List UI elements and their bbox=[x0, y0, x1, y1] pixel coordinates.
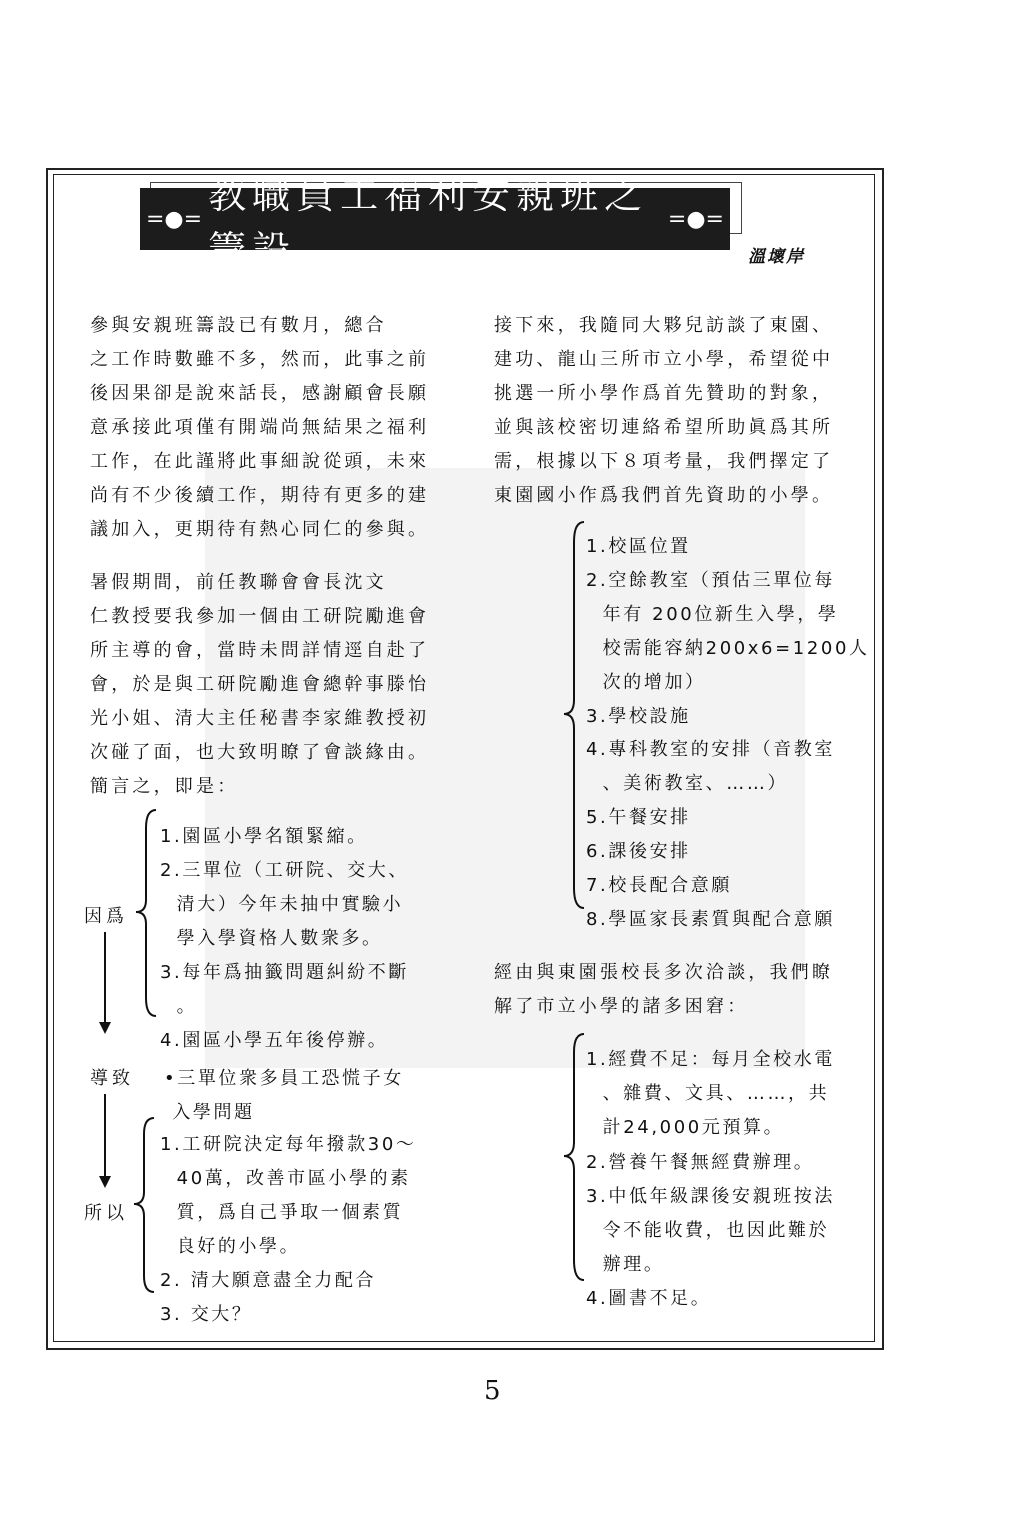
considerations-brace bbox=[568, 520, 588, 910]
result-label: 導致 bbox=[90, 1068, 134, 1089]
title-decoration-right: =●= bbox=[667, 206, 724, 232]
so-label: 所以 bbox=[84, 1203, 128, 1224]
difficulty-line: 2.營養午餐無經費辦理。 bbox=[586, 1151, 815, 1173]
left-paragraph-2: 暑假期間，前任教聯會會長沈文 仁教授要我參加一個由工研院勵進會 所主導的會，當時未問詳情逕自赴了 會，於是與工研院勵進會總幹事滕怡 光小姐、清大主任秘書李家維教授初 次碰了面，也大致明瞭了會談緣由。 簡言之，即是： bbox=[90, 572, 430, 797]
difficulty-line: 3.中低年級課後安親班按法 bbox=[586, 1185, 835, 1207]
consideration-line: 次的增加） bbox=[586, 671, 706, 693]
page-number: 5 bbox=[484, 1376, 501, 1406]
reason-line: 3.每年爲抽籤問題糾紛不斷 bbox=[160, 962, 409, 983]
arrow-head-1 bbox=[99, 1022, 111, 1034]
result-line: •三單位衆多員工恐慌子女 bbox=[164, 1068, 404, 1089]
so-item-line: 2. 清大願意盡全力配合 bbox=[160, 1270, 377, 1291]
article-title: 教職員工福利安親班之籌設 bbox=[208, 173, 649, 272]
reasons-brace bbox=[140, 808, 160, 1018]
difficulty-line: 辦理。 bbox=[586, 1254, 665, 1276]
consideration-line: 、美術教室、……） bbox=[586, 773, 789, 795]
difficulties-brace bbox=[568, 1032, 588, 1282]
left-paragraph-1: 參與安親班籌設已有數月，總合 之工作時數雖不多，然而，此事之前 後因果卻是說來話長，感謝顧會長願 意承接此項僅有開端尚無結果之福利 工作，在此謹將此事細說從頭，未來 尚有不少後續工作，期待有更多的建 議加入，更期待有熱心同仁的參與。 bbox=[90, 315, 430, 540]
reason-line: 2.三單位（工研院、交大、 bbox=[160, 860, 409, 881]
difficulty-line: 計24,000元預算。 bbox=[586, 1117, 785, 1139]
consideration-line: 年有 200位新生入學，學 bbox=[586, 603, 839, 625]
difficulty-line: 1.經費不足：每月全校水電 bbox=[586, 1049, 835, 1070]
arrow-line-2 bbox=[104, 1094, 106, 1176]
so-item-line: 40萬，改善市區小學的素 bbox=[160, 1168, 411, 1189]
right-paragraph-1: 接下來，我隨同大夥兒訪談了東園、 建功、龍山三所市立小學，希望從中 挑選一所小學作爲首先贊助的對象， 並與該校密切連絡希望所助眞爲其所 需，根據以下８項考量，我們擇定了 東園國小作爲我們首先資助的小學。 bbox=[494, 315, 834, 506]
title-decoration-left: =●= bbox=[146, 206, 203, 232]
consideration-line: 8.學區家長素質與配合意願 bbox=[586, 908, 835, 930]
difficulty-line: 令不能收費，也因此難於 bbox=[586, 1220, 830, 1241]
consideration-line: 3.學校設施 bbox=[586, 705, 691, 727]
consideration-line: 4.專科教室的安排（音教室 bbox=[586, 739, 835, 761]
arrow-head-2 bbox=[99, 1176, 111, 1188]
difficulty-line: 、雜費、文具、……，共 bbox=[586, 1083, 830, 1105]
reason-line: 4.園區小學五年後停辦。 bbox=[160, 1030, 389, 1051]
difficulty-line: 4.圖書不足。 bbox=[586, 1288, 712, 1310]
result-line: 入學問題 bbox=[164, 1102, 255, 1123]
author-name: 溫壞岸 bbox=[748, 247, 805, 267]
consideration-line: 6.課後安排 bbox=[586, 841, 691, 863]
consideration-line: 校需能容納200x6=1200人 bbox=[586, 637, 870, 659]
so-brace bbox=[138, 1116, 158, 1294]
reason-line: 。 bbox=[160, 996, 198, 1017]
reasons-label: 因爲 bbox=[84, 906, 128, 927]
article-title-banner bbox=[140, 173, 730, 272]
reason-line: 1.園區小學名額緊縮。 bbox=[160, 826, 368, 847]
consideration-line: 5.午餐安排 bbox=[586, 807, 691, 829]
so-item-line: 良好的小學。 bbox=[160, 1236, 301, 1257]
so-item-line: 質，爲自己爭取一個素質 bbox=[160, 1202, 404, 1223]
consideration-line: 2.空餘教室（預估三單位每 bbox=[586, 569, 835, 591]
so-item-line: 1.工研院決定每年撥款30～ bbox=[160, 1134, 417, 1155]
reason-line: 學入學資格人數衆多。 bbox=[160, 928, 383, 949]
consideration-line: 7.校長配合意願 bbox=[586, 875, 732, 896]
so-item-line: 3. 交大？ bbox=[160, 1304, 253, 1325]
reason-line: 清大）今年未抽中實驗小 bbox=[160, 894, 404, 915]
right-paragraph-2: 經由與東園張校長多次洽談，我們瞭 解了市立小學的諸多困窘： bbox=[494, 962, 834, 1017]
consideration-line: 1.校區位置 bbox=[586, 536, 691, 557]
arrow-line-1 bbox=[104, 932, 106, 1022]
